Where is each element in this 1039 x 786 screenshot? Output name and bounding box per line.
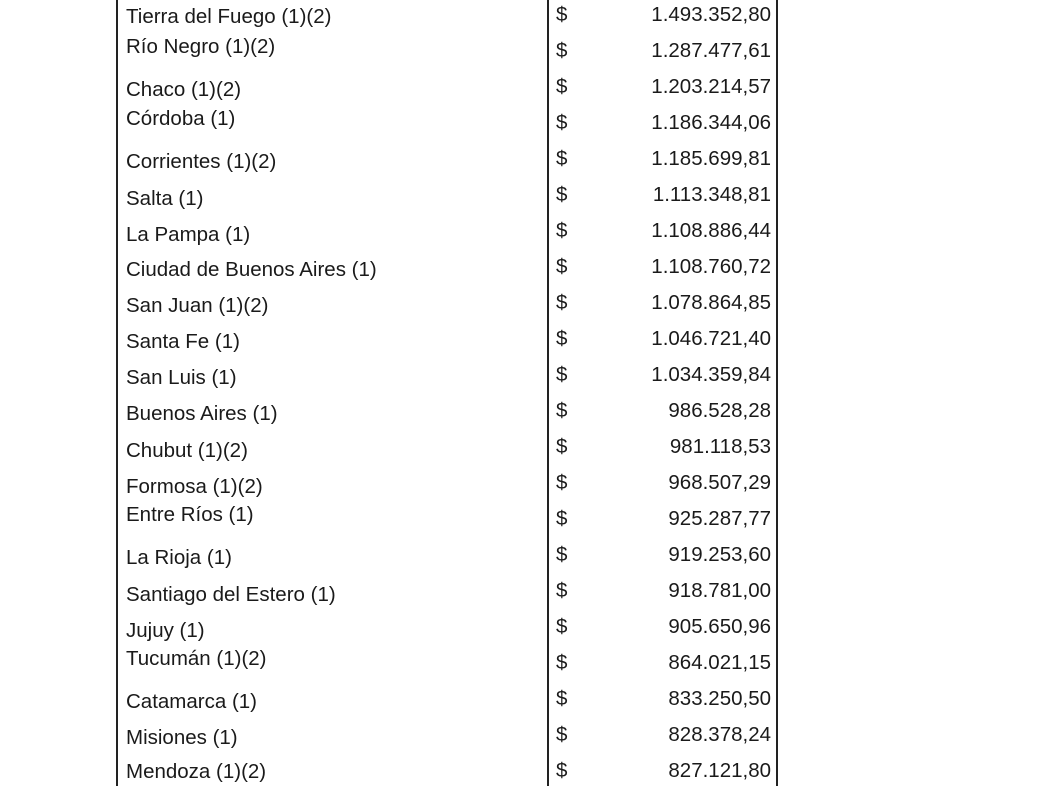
province-name: Catamarca (1): [126, 690, 258, 713]
amount-value: 828.378,24: [668, 723, 771, 746]
province-name: Río Negro (1)(2): [126, 35, 276, 58]
province-name: Córdoba (1): [126, 107, 236, 130]
amount-value: 1.287.477,61: [651, 39, 771, 62]
province-name: Tucumán (1)(2): [126, 647, 267, 670]
province-name: Corrientes (1)(2): [126, 150, 277, 173]
province-name: Tierra del Fuego (1)(2): [126, 5, 332, 28]
amount-value: 918.781,00: [668, 579, 771, 602]
province-name: Chaco (1)(2): [126, 78, 242, 101]
amount-value: 864.021,15: [668, 651, 771, 674]
amount-value: 1.046.721,40: [651, 327, 771, 350]
currency-symbol: $: [556, 471, 568, 494]
amount-value: 1.185.699,81: [651, 147, 771, 170]
province-name: Mendoza (1)(2): [126, 760, 267, 783]
amount-value: 1.108.760,72: [651, 255, 771, 278]
currency-symbol: $: [556, 147, 568, 170]
currency-symbol: $: [556, 39, 568, 62]
province-name: Ciudad de Buenos Aires (1): [126, 258, 377, 281]
currency-symbol: $: [556, 615, 568, 638]
currency-symbol: $: [556, 579, 568, 602]
currency-symbol: $: [556, 435, 568, 458]
amount-value: 981.118,53: [669, 435, 771, 458]
amount-value: 925.287,77: [668, 507, 771, 530]
currency-symbol: $: [556, 363, 568, 386]
province-name: Salta (1): [126, 187, 204, 210]
amount-value: 919.253,60: [668, 543, 771, 566]
currency-symbol: $: [556, 219, 568, 242]
province-name: La Pampa (1): [126, 223, 251, 246]
province-name: San Juan (1)(2): [126, 294, 269, 317]
currency-symbol: $: [556, 543, 568, 566]
province-name: Entre Ríos (1): [126, 503, 254, 526]
amount-value: 1.113.348,81: [652, 183, 771, 206]
currency-symbol: $: [556, 759, 568, 782]
amount-value: 1.034.359,84: [651, 363, 771, 386]
currency-symbol: $: [556, 507, 568, 530]
amount-value: 968.507,29: [668, 471, 771, 494]
currency-symbol: $: [556, 651, 568, 674]
amount-value: 833.250,50: [668, 687, 771, 710]
amount-value: 827.121,80: [668, 759, 771, 782]
province-name: Santiago del Estero (1): [126, 583, 336, 606]
currency-symbol: $: [556, 183, 568, 206]
currency-symbol: $: [556, 291, 568, 314]
amount-value: 986.528,28: [668, 399, 771, 422]
province-name: Santa Fe (1): [126, 330, 240, 353]
province-name: La Rioja (1): [126, 546, 232, 569]
currency-symbol: $: [556, 723, 568, 746]
currency-symbol: $: [556, 255, 568, 278]
amount-value: 1.108.886,44: [651, 219, 771, 242]
currency-symbol: $: [556, 111, 568, 134]
amount-value: 1.203.214,57: [651, 75, 771, 98]
amount-value: 1.078.864,85: [651, 291, 771, 314]
currency-symbol: $: [556, 3, 568, 26]
amount-value: 1.186.344,06: [651, 111, 771, 134]
currency-symbol: $: [556, 75, 568, 98]
currency-symbol: $: [556, 399, 568, 422]
amount-value: 905.650,96: [668, 615, 771, 638]
province-name: Buenos Aires (1): [126, 402, 278, 425]
column-divider: [547, 0, 549, 786]
currency-symbol: $: [556, 687, 568, 710]
currency-symbol: $: [556, 327, 568, 350]
province-name: Jujuy (1): [126, 619, 205, 642]
province-name: Formosa (1)(2): [126, 475, 263, 498]
province-name: Misiones (1): [126, 726, 238, 749]
province-name: Chubut (1)(2): [126, 439, 248, 462]
amount-value: 1.493.352,80: [651, 3, 771, 26]
province-name: San Luis (1): [126, 366, 237, 389]
